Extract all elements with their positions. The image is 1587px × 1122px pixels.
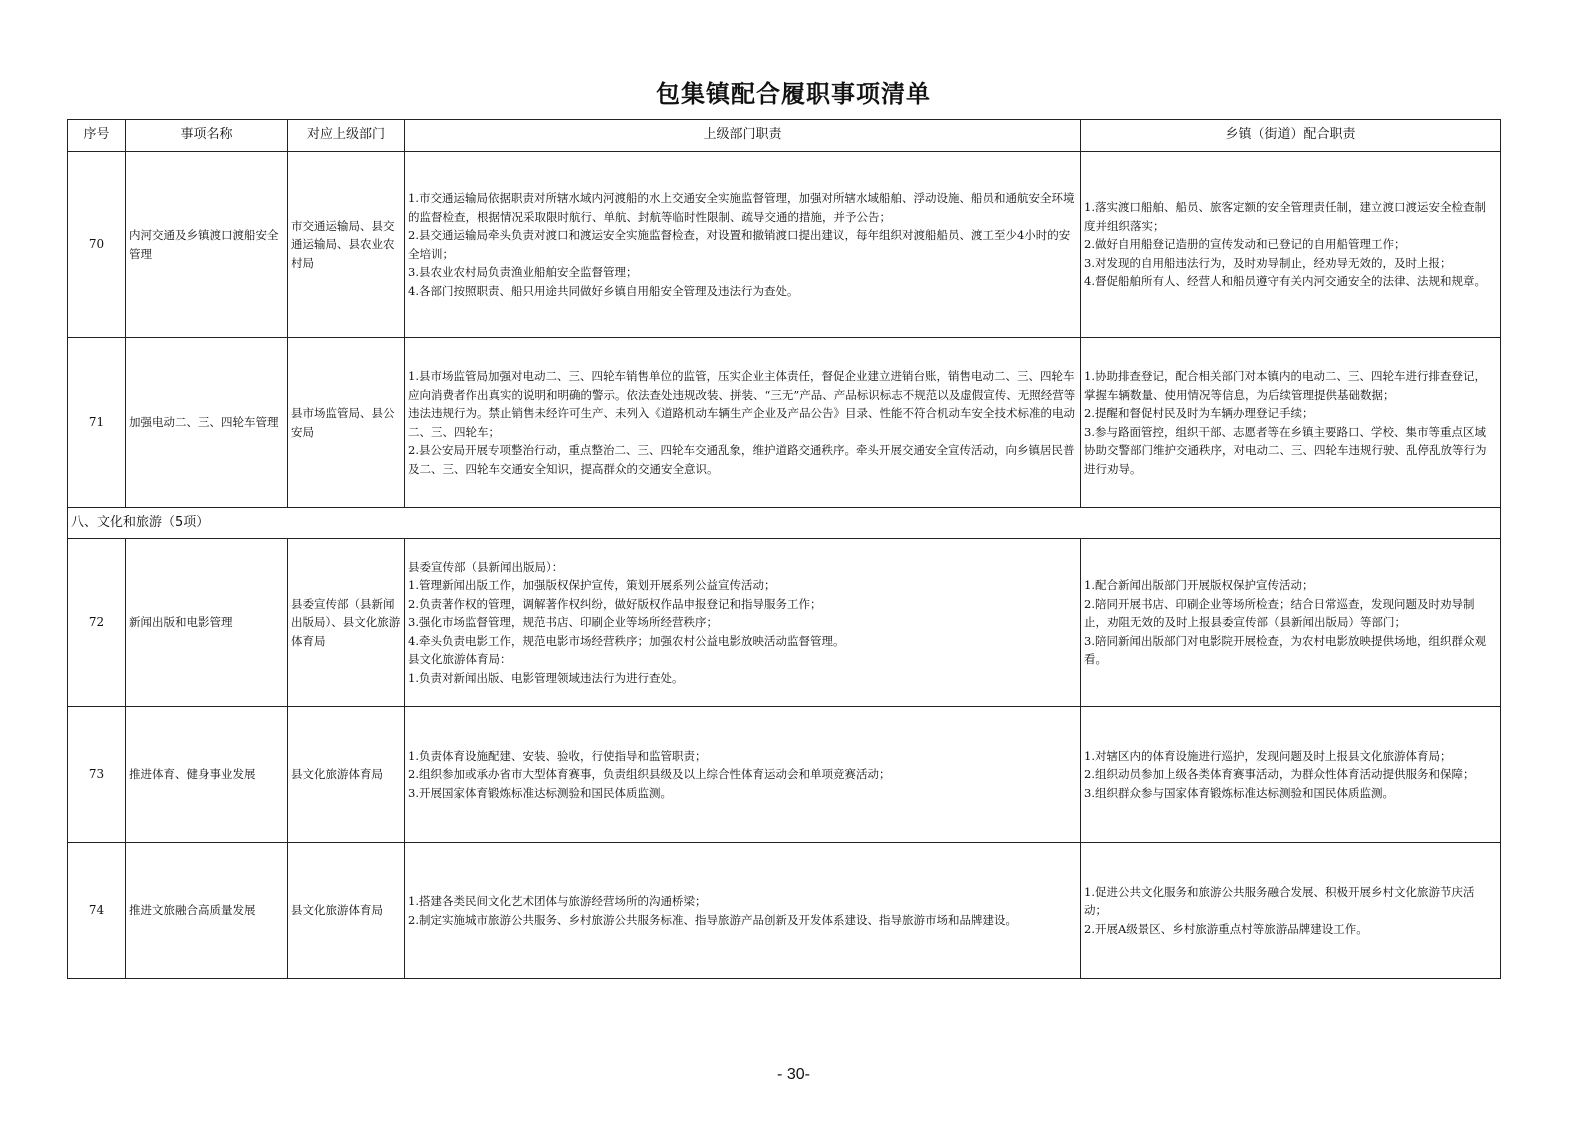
- row-town-duties: [1081, 152, 1501, 338]
- duty-line: 2.县交通运输局牵头负责对渡口和渡运安全实施监督检查，对设置和撤销渡口提出建议，每年组织对渡船船员、渡工至少4小时的安全培训；: [408, 228, 1071, 261]
- row-name: 推进文旅融合高质量发展: [126, 843, 288, 979]
- duty-line: 2.组织动员参加上级各类体育赛事活动，为群众性体育活动提供服务和保障；: [1084, 767, 1475, 782]
- duties-table: [67, 119, 1501, 979]
- duty-line: 1.负责体育设施配建、安装、验收，行使指导和监管职责；: [408, 748, 707, 763]
- duty-line: 1.配合新闻出版部门开展版权保护宣传活动；: [1084, 578, 1314, 593]
- duty-line: 1.落实渡口船舶、船员、旅客定额的安全管理责任制，建立渡口渡运安全检查制度并组织落实；: [1084, 200, 1486, 233]
- table-row: [68, 152, 1501, 338]
- row-name: 推进体育、健身事业发展: [126, 707, 288, 843]
- duty-line: 2.制定实施城市旅游公共服务、乡村旅游公共服务标准、指导旅游产品创新及开发体系建设、指导旅游市场和品牌建设。: [408, 912, 1017, 927]
- duty-line: 2.组织参加或承办省市大型体育赛事，负责组织县级及以上综合性体育运动会和单项竞赛活动；: [408, 767, 891, 782]
- table-row: [68, 707, 1501, 843]
- duty-line: 3.组织群众参与国家体育锻炼标准达标测验和国民体质监测。: [1084, 785, 1394, 800]
- row-no: 73: [68, 707, 126, 843]
- duty-line: 4.牵头负责电影工作，规范电影市场经营秩序；加强农村公益电影放映活动监督管理。: [408, 633, 845, 648]
- duty-line: 2.负责著作权的管理，调解著作权纠纷，做好版权作品申报登记和指导服务工作；: [408, 596, 822, 611]
- row-town-duties: [1081, 707, 1501, 843]
- duty-line: 3.强化市场监督管理，规范书店、印刷企业等场所经营秩序；: [408, 615, 718, 630]
- duty-line: 县文化旅游体育局：: [408, 652, 512, 667]
- row-name: 内河交通及乡镇渡口渡船安全管理: [126, 152, 288, 338]
- section-row: [68, 508, 1501, 539]
- row-upper-duties: [405, 152, 1081, 338]
- table-row: [68, 338, 1501, 508]
- duty-line: 2.开展A级景区、乡村旅游重点村等旅游品牌建设工作。: [1084, 921, 1368, 936]
- row-upper-duties: [405, 843, 1081, 979]
- duty-line: 3.参与路面管控，组织干部、志愿者等在乡镇主要路口、学校、集市等重点区域协助交警部门维护交通秩序，对电动二、三、四轮车违规行驶、乱停乱放等行为进行劝导。: [1084, 424, 1487, 476]
- table-row: [68, 539, 1501, 707]
- header-no: 序号: [68, 120, 126, 152]
- row-no: 74: [68, 843, 126, 979]
- row-town-duties: [1081, 338, 1501, 508]
- duty-line: 2.县公安局开展专项整治行动，重点整治二、三、四轮车交通乱象，维护道路交通秩序。牵头开展交通安全宣传活动，向乡镇居民普及二、三、四轮车交通安全知识，提高群众的交通安全意识。: [408, 443, 1075, 476]
- duty-line: 1.负责对新闻出版、电影管理领域违法行为进行查处。: [408, 670, 684, 685]
- duty-line: 1.对辖区内的体育设施进行巡护，发现问题及时上报县文化旅游体育局；: [1084, 748, 1452, 763]
- row-dept: 县市场监管局、县公安局: [288, 338, 405, 508]
- row-dept: 县委宣传部（县新闻出版局）、县文化旅游体育局: [288, 539, 405, 707]
- row-town-duties: [1081, 539, 1501, 707]
- row-dept: 市交通运输局、县交通运输局、县农业农村局: [288, 152, 405, 338]
- row-no: 72: [68, 539, 126, 707]
- duty-line: 1.市交通运输局依据职责对所辖水域内河渡船的水上交通安全实施监督管理，加强对所辖水域船舶、浮动设施、船员和通航安全环境的监督检查，根据情况采取限时航行、单航、封航等临时性限制、疏导交通的措施，并予公告；: [408, 191, 1075, 224]
- duty-line: 3.县农业农村局负责渔业船舶安全监督管理；: [408, 265, 638, 279]
- duty-line: 县委宣传部（县新闻出版局）：: [408, 559, 564, 574]
- row-no: 71: [68, 338, 126, 508]
- duty-line: 3.开展国家体育锻炼标准达标测验和国民体质监测。: [408, 785, 672, 800]
- row-upper-duties: [405, 539, 1081, 707]
- table-row: [68, 843, 1501, 979]
- duty-line: 4.各部门按照职责、船只用途共同做好乡镇自用船安全管理及违法行为查处。: [408, 283, 799, 298]
- duty-line: 2.陪同开展书店、印刷企业等场所检查；结合日常巡查，发现问题及时劝导制止，劝阻无效的及时上报县委宣传部（县新闻出版局）等部门；: [1084, 596, 1475, 630]
- duty-line: 2.做好自用船登记造册的宣传发动和已登记的自用船管理工作；: [1084, 237, 1406, 252]
- row-town-duties: [1081, 843, 1501, 979]
- page-title: 包集镇配合履职事项清单: [656, 80, 931, 108]
- row-dept: 县文化旅游体育局: [288, 843, 405, 979]
- header-name: 事项名称: [126, 120, 288, 152]
- duty-line: 4.督促船舶所有人、经营人和船员遵守有关内河交通安全的法律、法规和规章。: [1084, 274, 1486, 289]
- row-upper-duties: [405, 338, 1081, 508]
- duty-line: 1.搭建各类民间文化艺术团体与旅游经营场所的沟通桥梁；: [408, 894, 707, 908]
- table-header-row: [68, 120, 1501, 152]
- duty-line: 1.促进公共文化服务和旅游公共服务融合发展、积极开展乡村文化旅游节庆活动；: [1084, 884, 1475, 918]
- row-name: 加强电动二、三、四轮车管理: [126, 338, 288, 508]
- duty-line: 3.对发现的自用船违法行为，及时劝导制止，经劝导无效的，及时上报；: [1084, 255, 1452, 270]
- duty-line: 3.陪同新闻出版部门对电影院开展检查，为农村电影放映提供场地，组织群众观看。: [1084, 633, 1486, 667]
- row-dept: 县文化旅游体育局: [288, 707, 405, 843]
- duty-line: 2.提醒和督促村民及时为车辆办理登记手续；: [1084, 406, 1314, 420]
- section-title: 八、文化和旅游（5项）: [68, 508, 1501, 539]
- duty-line: 1.管理新闻出版工作，加强版权保护宣传，策划开展系列公益宣传活动；: [408, 578, 776, 593]
- duty-line: 1.县市场监管局加强对电动二、三、四轮车销售单位的监管，压实企业主体责任，督促企业建立进销台账，销售电动二、三、四轮车应向消费者作出真实的说明和明确的警示。依法查处违规改装、拼装、“三无”产品、产品标识标志不规范以及虚假宣传、无照经营等违法违规行为。禁止销售未经许可生产、未列入《道路机动车辆生产企业及产品公告》目录、性能不符合机动车安全技术标准的电动二、三、四轮车；: [408, 369, 1076, 439]
- header-upper-duties: 上级部门职责: [405, 120, 1081, 152]
- row-no: 70: [68, 152, 126, 338]
- page-number: - 30-: [777, 1066, 810, 1083]
- header-town-duties: 乡镇（街道）配合职责: [1081, 120, 1501, 152]
- row-upper-duties: [405, 707, 1081, 843]
- duty-line: 1.协助排查登记，配合相关部门对本镇内的电动二、三、四轮车进行排查登记，掌握车辆数量、使用情况等信息，为后续管理提供基础数据；: [1084, 369, 1486, 402]
- header-dept: 对应上级部门: [288, 120, 405, 152]
- row-name: 新闻出版和电影管理: [126, 539, 288, 707]
